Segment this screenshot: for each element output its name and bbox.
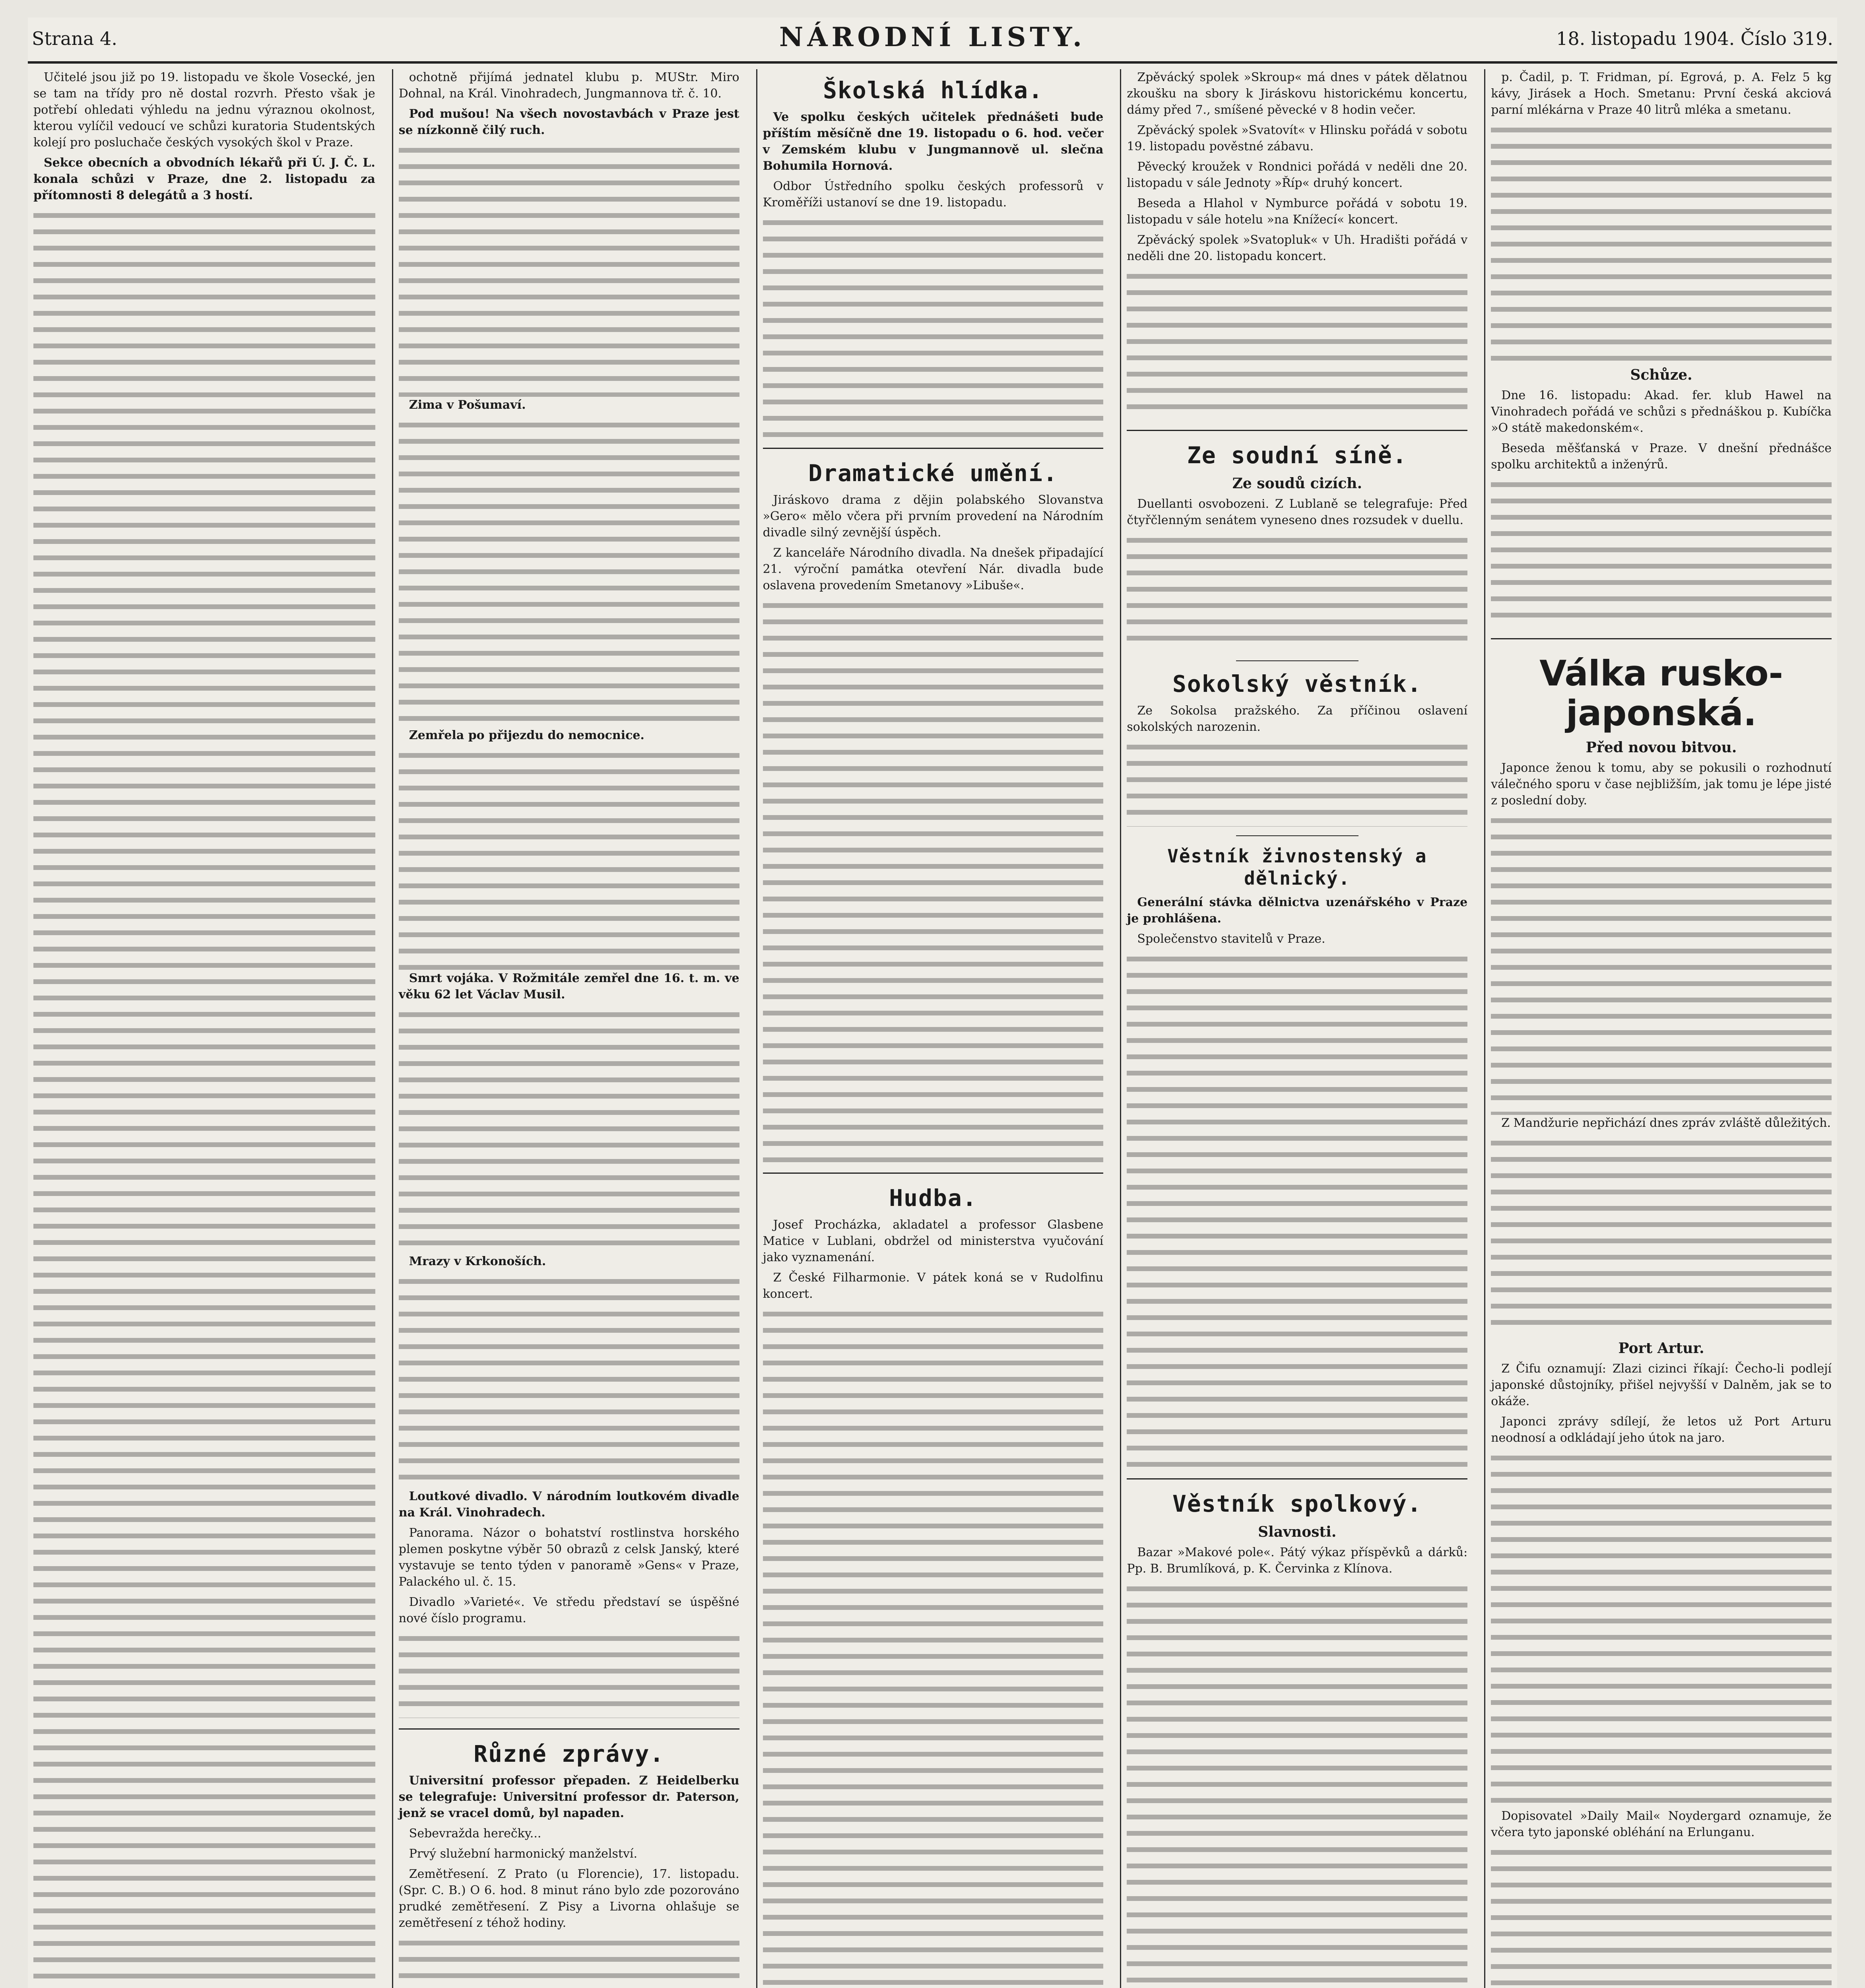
article-text: Beseda měšťanská v Praze. V dnešní přednášce spolku architektů a inženýrů. <box>1491 441 1832 472</box>
column-divider <box>1127 1478 1467 1479</box>
article-text: Dopisovatel »Daily Mail« Noydergard oznamuje, že včera tyto japonské obléhání na Erlunganu. <box>1491 1809 1832 1839</box>
body-text-block <box>399 747 739 970</box>
body-text-block <box>1127 1581 1467 1988</box>
section-heading-ruzne-zpravy: Různé zprávy. <box>474 1740 665 1767</box>
news-item: Zemětřesení. Z Prato (u Florencie), 17. listopadu. (Spr. C. B.) O 6. hod. 8 minut ráno bylo zde pozorováno prudké zemětřesení. Z Pisy a Livorna ohlašuje se zemětřesení z téhož hodiny. <box>398 1867 739 1930</box>
article-text: p. Čadil, p. T. Fridman, pí. Egrová, p. A. Felz 5 kg kávy, Jirásek a Hoch. Smetanu: První česká akciová parní mlékárna v Praze 40 litrů mléka a smetanu. <box>1491 70 1832 117</box>
column-divider <box>763 1173 1104 1174</box>
body-text-block <box>1491 1844 1832 1988</box>
article-text: Japonci zprávy sdílejí, že letos už Port Arturu neodnosí a odkládají jeho útok na jaro. <box>1491 1415 1832 1445</box>
subheading-schuze: Schůze. <box>1630 367 1692 383</box>
section-heading-vestnik-zivnostensky: Věstník živnostenský a dělnický. <box>1167 845 1427 889</box>
article-text: Zpěvácký spolek »Svatovít« v Hlinsku pořádá v sobotu 19. listopadu pověstné zábavu. <box>1127 123 1468 153</box>
article-text: Učitelé jsou již po 19. listopadu ve škole Vosecké, jen se tam na třídy pro ně dostal rozvrh. Přesto však je potřebí ohledati výhledu na jednu výraznou okolnost, kterou vylíčil vedoucí ve schůzi kuratoria Studentských kolejí pro posluchače českých vysokých škol v Praze. <box>33 70 375 149</box>
article-text: Duellanti osvobozeni. Z Lublaně se telegrafuje: Před čtyřčlenným senátem vyneseno dnes rozsudek v duellu. <box>1127 497 1468 527</box>
section-heading-vestnik-spolkovy: Věstník spolkový. <box>1172 1490 1422 1517</box>
body-text-block <box>33 208 375 1988</box>
article-columns <box>28 69 1837 1988</box>
body-text-block <box>399 1631 739 1718</box>
news-item: Zemřela po přijezdu do nemocnice. <box>409 728 644 742</box>
article-text: Společenstvo stavitelů v Praze. <box>1137 932 1325 946</box>
article-text: Z kanceláře Národního divadla. Na dnešek připadající 21. výroční památka otevření Nár. divadla bude oslavena provedením Smetanovy »Libuše«. <box>763 546 1104 592</box>
body-text-block <box>399 417 739 727</box>
article-text: Odbor Ústředního spolku českých professorů v Kroměříži ustanoví se dne 19. listopadu. <box>763 179 1104 210</box>
body-text-block <box>1491 1450 1832 1808</box>
body-text-block <box>1127 268 1467 419</box>
article-text: Zpěvácký spolek »Skroup« má dnes v pátek dělatnou zkoušku na sbory k Jiráskovu historickému koncertu, dámy před 7., smíšené pěvecké v 8 hodin večer. <box>1127 70 1468 117</box>
short-divider <box>1236 660 1358 661</box>
article-text: Z Mandžurie nepřichází dnes zpráv zvláště důležitých. <box>1501 1116 1831 1130</box>
section-heading-dramaticke-umeni: Dramatické umění. <box>808 460 1058 487</box>
newspaper-title: NÁRODNÍ LISTY. <box>779 21 1086 52</box>
body-text-block <box>399 142 739 397</box>
newspaper-page <box>28 17 1837 1988</box>
section-heading-ze-soudni-sine: Ze soudní síně. <box>1187 442 1407 469</box>
body-text-block <box>399 1007 739 1253</box>
article-text: Z České Filharmonie. V pátek koná se v Rudolfinu koncert. <box>763 1271 1104 1301</box>
article-text: Ve spolku českých učitelek přednášeti bude příštím měsíčně dne 19. listopadu o 6. hod. večer v Zemském klubu v Jungmannově ul. slečna Bohumila Hornová. <box>763 110 1104 173</box>
news-item: Smrt vojáka. V Rožmitále zemřel dne 16. t. m. ve věku 62 let Václav Musil. <box>398 971 739 1002</box>
section-heading-skolska-hlidka: Školská hlídka. <box>823 77 1043 104</box>
news-item: Loutkové divadlo. V národním loutkovém divadle na Král. Vinohradech. <box>398 1489 739 1520</box>
news-item: Zima v Pošumaví. <box>409 398 526 412</box>
body-text-block <box>399 1274 739 1488</box>
column-5 <box>1484 69 1837 1988</box>
issue-date: 18. listopadu 1904. Číslo 319. <box>1556 28 1833 49</box>
body-text-block <box>1127 951 1467 1468</box>
column-1 <box>28 69 381 1988</box>
article-text: Zpěvácký spolek »Svatopluk« v Uh. Hradišti pořádá v neděli dne 20. listopadu koncert. <box>1127 233 1468 263</box>
section-heading-hudba: Hudba. <box>889 1184 977 1211</box>
section-heading-valka-rusko-japonska: Válka rusko-japonská. <box>1539 653 1783 734</box>
body-text-block <box>399 1935 739 1988</box>
news-item: Mrazy v Krkonoších. <box>409 1254 546 1268</box>
body-text-block <box>763 215 1104 437</box>
body-text-block <box>763 598 1104 1162</box>
subheading-port-artur: Port Artur. <box>1618 1340 1704 1357</box>
article-text: Bazar »Makové pole«. Pátý výkaz příspěvků a dárků: Pp. B. Brumlíková, p. K. Červinka z Klínova. <box>1127 1545 1468 1576</box>
body-text-block <box>763 1306 1104 1988</box>
subheading-ze-soudu-cizich: Ze soudů cizích. <box>1232 475 1362 492</box>
news-item: Sebevražda herečky... <box>409 1827 541 1840</box>
column-divider <box>399 1728 739 1730</box>
article-text: Japonce ženou k tomu, aby se pokusili o rozhodnutí válečného sporu v čase nejbližším, jak tomu je lépe jisté z poslední doby. <box>1491 761 1832 808</box>
column-divider <box>763 448 1104 449</box>
body-text-block <box>1491 477 1832 628</box>
page-number: Strana 4. <box>32 28 117 49</box>
body-text-block <box>1127 739 1467 827</box>
article-text: Josef Procházka, akladatel a professor Glasbene Matice v Lublani, obdržel od ministerstva vyučování jako vyznamenání. <box>763 1218 1104 1264</box>
news-item: Divadlo »Varieté«. Ve středu představí se úspěšné nové číslo programu. <box>398 1595 739 1625</box>
column-4 <box>1120 69 1473 1988</box>
subheading-pred-novou-bitvou: Před novou bitvou. <box>1586 739 1737 756</box>
column-divider <box>1127 430 1467 431</box>
subheading-slavnosti: Slavnosti. <box>1258 1524 1337 1540</box>
article-text: Generální stávka dělnictva uzenářského v Praze je prohlášena. <box>1127 895 1468 926</box>
article-text: Ze Sokolsa pražského. Za příčinou oslavení sokolských narozenin. <box>1127 704 1468 734</box>
news-item: Panorama. Názor o bohatství rostlinstva horského plemen poskytne výběr 50 obrazů z celsk Janský, které vystavuje se tento týden v panoramě »Gens« v Praze, Palackého ul. č. 15. <box>398 1526 739 1589</box>
body-text-block <box>1127 532 1467 652</box>
column-3 <box>756 69 1109 1988</box>
short-divider <box>1236 835 1358 836</box>
article-text: Pěvecký kroužek v Rondnici pořádá v neděli dne 20. listopadu v sále Jednoty »Říp« druhý koncert. <box>1127 160 1468 190</box>
column-divider <box>1491 638 1832 639</box>
column-2 <box>392 69 745 1988</box>
news-item: Prvý služební harmonický manželství. <box>409 1847 638 1861</box>
section-heading-sokolsky-vestnik: Sokolský věstník. <box>1172 670 1422 697</box>
article-text: Z Čifu oznamují: Zlazi cizinci říkají: Čecho-li podlejí japonské důstojníky, přišel nejvyšší v Dalněm, jak se to okáže. <box>1491 1362 1832 1408</box>
article-text: Jiráskovo drama z dějin polabského Slovanstva »Gero« mělo včera při prvním provedení na Národním divadle silný zevnější úspěch. <box>763 493 1104 540</box>
news-item: Universitní professor přepaden. Z Heidelberku se telegrafuje: Universitní professor dr. Paterson, jenž se vracel domů, byl napaden. <box>398 1774 739 1820</box>
article-text: Beseda a Hlahol v Nymburce pořádá v sobotu 19. listopadu v sále hotelu »na Knížecí« koncert. <box>1127 196 1468 227</box>
body-text-block <box>1491 122 1832 361</box>
body-text-block <box>1491 813 1832 1115</box>
article-text: Sekce obecních a obvodních lékařů při Ú. J. Č. L. konala schůzi v Praze, dne 2. listopadu za přítomnosti 8 delegátů a 3 hostí. <box>33 156 375 202</box>
body-text-block <box>1491 1135 1832 1334</box>
article-text: ochotně přijímá jednatel klubu p. MUStr. Miro Dohnal, na Král. Vinohradech, Jungmannova tř. č. 10. <box>398 70 739 101</box>
masthead <box>28 17 1837 64</box>
news-item: Pod mušou! Na všech novostavbách v Praze jest se nízkonně čilý ruch. <box>398 107 739 137</box>
article-text: Dne 16. listopadu: Akad. fer. klub Hawel na Vinohradech pořádá ve schůzi s přednáškou p. Kubíčka »O státě makedonském«. <box>1491 388 1832 435</box>
